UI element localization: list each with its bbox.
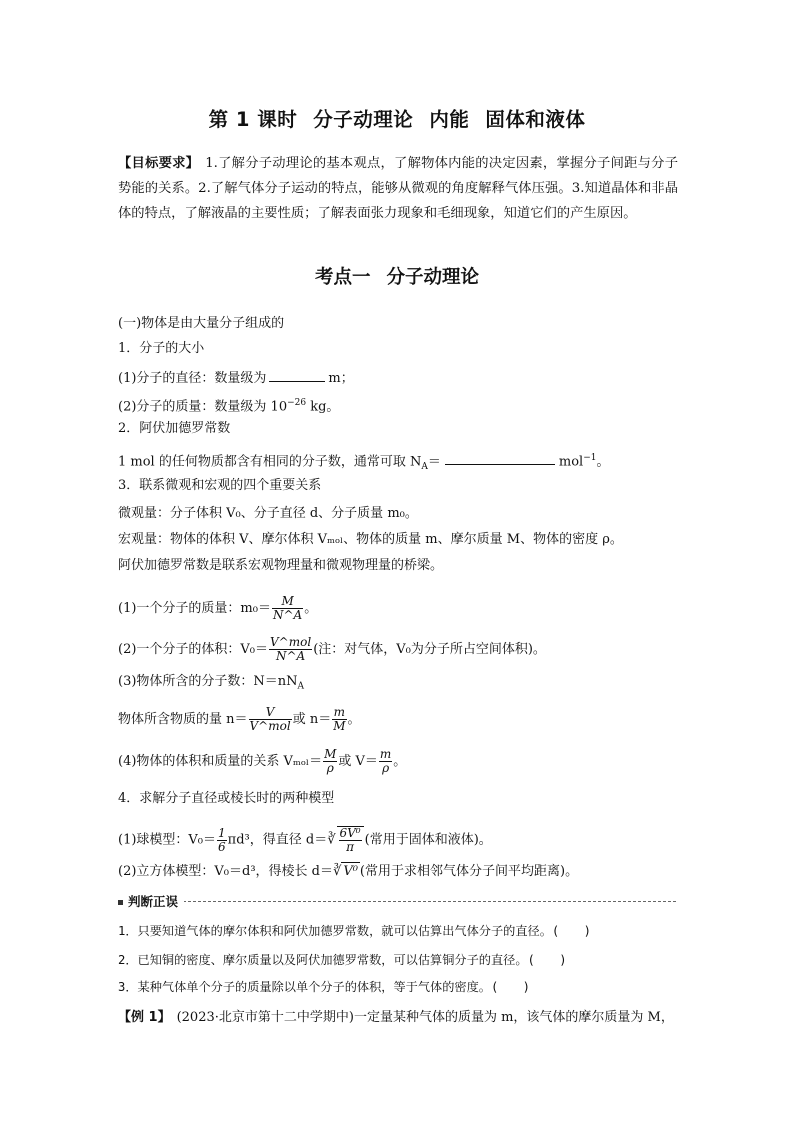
denominator: ρ — [326, 761, 334, 775]
title-lesson: 第 1 课时 — [208, 108, 298, 131]
denominator: 6 — [218, 839, 226, 854]
denominator: V^mol — [249, 719, 291, 733]
numerator: m — [379, 747, 392, 761]
line-text: (1)一个分子的质量：m₀＝ — [118, 601, 271, 616]
numerator: V^mol — [270, 635, 312, 649]
numerator: 1 — [218, 825, 226, 840]
section-heading — [0, 263, 794, 289]
numerator: 6V⁰ — [339, 826, 361, 840]
learning-goals — [118, 151, 678, 226]
line-text: 。 — [304, 601, 318, 616]
judge-item: 1．只要知道气体的摩尔体积和阿伏加德罗常数，就可以估算出气体分子的直径。( ) — [118, 924, 591, 938]
text-line — [118, 368, 698, 388]
formula-line — [118, 636, 698, 663]
text-line: 微观量：分子体积 V₀、分子直径 d、分子质量 m₀。 — [118, 506, 418, 521]
line-text: kg。 — [306, 399, 340, 415]
formula-line — [118, 826, 698, 854]
fraction — [217, 827, 227, 854]
denominator: π — [346, 840, 354, 854]
formula-line — [118, 673, 698, 696]
text-line: 1．分子的大小 — [118, 341, 205, 356]
section-number: 考点一 — [314, 267, 371, 288]
line-text: ＝ — [427, 454, 441, 470]
radicand: V⁰ — [343, 864, 358, 879]
title-topic-2: 内能 — [429, 108, 470, 131]
example-text: (2023·北京市第十二中学期中)一定量某种气体的质量为 m，该气体的摩尔质量为 M， — [176, 1010, 674, 1025]
line-text: 。 — [393, 754, 407, 769]
line-text: (2)一个分子的体积：V₀＝ — [118, 642, 269, 657]
judge-section-header — [118, 892, 676, 910]
fill-blank — [269, 368, 325, 382]
section-title: 分子动理论 — [386, 267, 480, 288]
numerator: M — [324, 747, 337, 761]
line-text: m； — [328, 371, 354, 386]
line-text: 1 mol 的任何物质都含有相同的分子数，通常可取 N — [118, 454, 422, 470]
fill-blank — [445, 451, 555, 465]
example-1 — [118, 1006, 674, 1025]
numerator: m — [333, 705, 346, 719]
line-text: (注：对气体，V₀为分子所占空间体积)。 — [313, 642, 546, 657]
fraction — [323, 748, 337, 775]
goals-text: 1.了解分子动理论的基本观点，了解物体内能的决定因素，掌握分子间距与分子势能的关系。2.了解气体分子运动的特点，能够从微观的角度解释气体压强。3.知道晶体和非晶体的特点，了解液晶的主要性质；了解表面张力现象和毛细现象，知道它们的产生原因。 — [118, 156, 679, 221]
text-line: (一)物体是由大量分子组成的 — [118, 316, 285, 331]
fraction — [272, 595, 303, 622]
subscript: A — [421, 461, 428, 472]
line-text: 。 — [347, 712, 361, 727]
cube-root-sign: ∛ — [327, 832, 336, 848]
numerator: M — [272, 595, 303, 609]
square-bullet-icon — [118, 900, 123, 905]
judge-item: 3．某种气体单个分子的质量除以单个分子的体积，等于气体的密度。( ) — [118, 980, 531, 994]
goals-tag: 【目标要求】 — [118, 156, 200, 171]
text-line: 4．求解分子直径或棱长时的两种模型 — [118, 791, 335, 806]
line-text: (2)立方体模型：V₀＝d³，得棱长 d＝ — [118, 864, 334, 879]
line-text: πd³，得直径 d＝ — [227, 832, 328, 848]
line-text: 或 V＝ — [338, 754, 378, 769]
text-line: 3．联系微观和宏观的四个重要关系 — [118, 478, 322, 493]
formula-line — [118, 862, 698, 881]
line-text: (常用于固体和液体)。 — [364, 832, 492, 848]
subscript: A — [297, 681, 305, 692]
exponent: −26 — [287, 398, 307, 408]
title-topic-3: 固体和液体 — [485, 108, 586, 131]
formula-line — [118, 706, 698, 733]
line-text: (常用于求相邻气体分子间平均距离)。 — [359, 864, 579, 879]
line-text: 或 n＝ — [292, 712, 332, 727]
denominator: ρ — [382, 761, 390, 775]
fraction — [337, 826, 364, 854]
dashed-divider — [118, 901, 676, 902]
fraction — [332, 706, 346, 733]
line-text: (1)球模型：V₀＝ — [118, 832, 217, 848]
line-text: 。 — [596, 454, 610, 470]
formula-line — [118, 595, 698, 622]
denominator: M — [333, 719, 346, 733]
judge-item: 2．已知铜的密度、摩尔质量以及阿伏加德罗常数，可以估算铜分子的直径。( ) — [118, 953, 567, 967]
line-text: (4)物体的体积和质量的关系 Vₘₒₗ＝ — [118, 754, 323, 769]
text-line: 宏观量：物体的体积 V、摩尔体积 Vₘₒₗ、物体的质量 m、摩尔质量 M、物体的密度 ρ。 — [118, 532, 623, 547]
example-tag: 【例 1】 — [118, 1010, 171, 1025]
judge-label — [118, 892, 184, 910]
line-text: (1)分子的直径：数量级为 — [118, 371, 267, 386]
formula-line — [118, 748, 698, 775]
line-text: 物体所含物质的量 n＝ — [118, 712, 248, 727]
fraction — [379, 748, 392, 775]
denominator: N^A — [275, 649, 306, 663]
line-text: (3)物体所含的分子数：N＝nN — [118, 674, 298, 689]
text-line — [118, 394, 698, 416]
numerator: V — [249, 706, 292, 720]
title-topic-1: 分子动理论 — [313, 108, 414, 131]
fraction — [269, 636, 312, 663]
exponent: −1 — [583, 453, 597, 463]
page-title — [0, 104, 794, 132]
line-text: (2)分子的质量：数量级为 10 — [118, 399, 288, 415]
text-line: 2．阿伏加德罗常数 — [118, 421, 231, 436]
denominator: N^A — [272, 608, 303, 622]
line-text: mol — [558, 454, 584, 470]
cube-root-sign: ∛ — [333, 864, 342, 879]
judge-label-text: 判断正误 — [128, 894, 179, 909]
text-line: 阿伏加德罗常数是联系宏观物理量和微观物理量的桥梁。 — [118, 558, 444, 573]
fraction — [249, 706, 292, 733]
text-line — [118, 449, 698, 476]
